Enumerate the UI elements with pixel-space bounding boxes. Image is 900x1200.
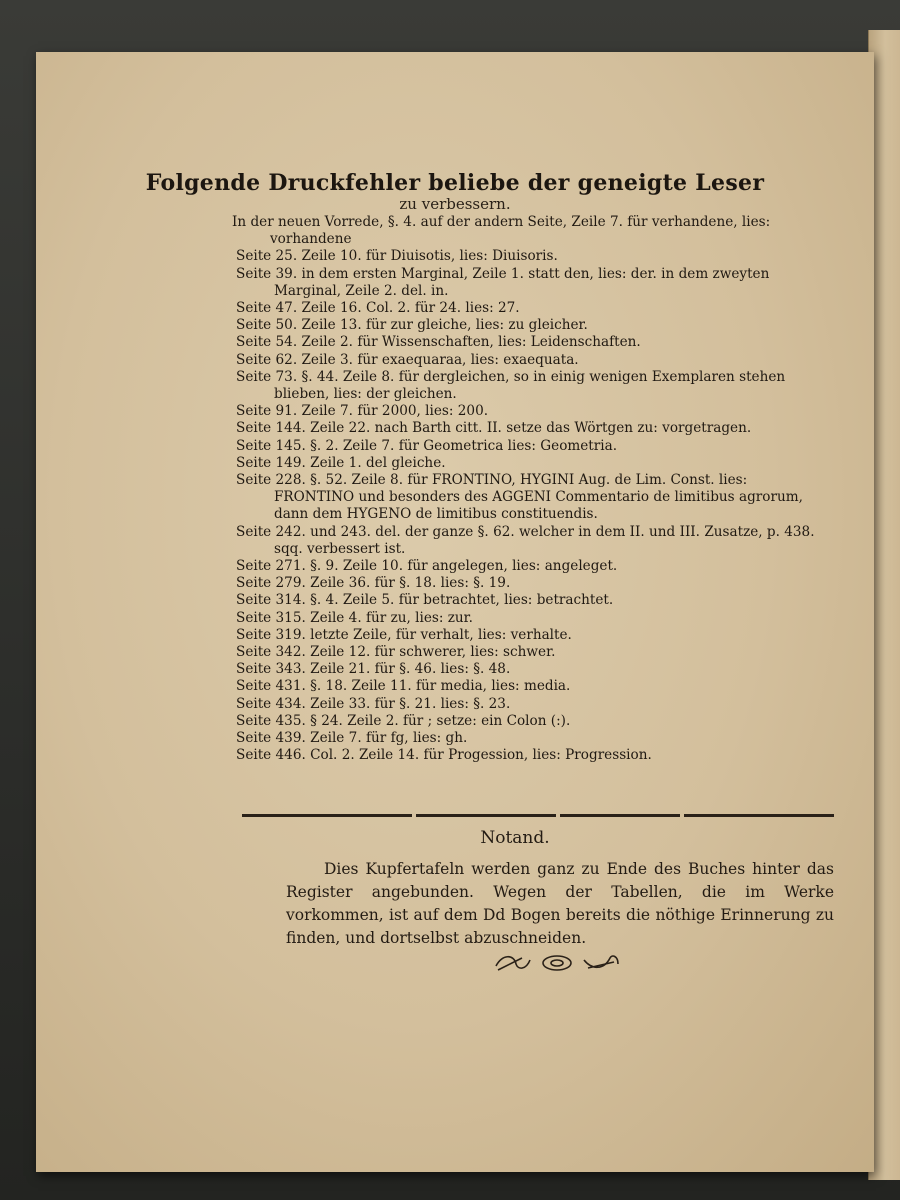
errata-entry: Seite 39. in dem ersten Marginal, Zeile 1. statt den, lies: der. in dem zweyten Marginal, Zeile 2. del. in. — [236, 265, 770, 299]
divider-segment — [416, 814, 556, 817]
errata-list — [232, 214, 826, 765]
errata-entry: Seite 73. §. 44. Zeile 8. für dergleichen, so in einig wenigen Exemplaren stehen blieben, lies: der gleichen. — [236, 368, 786, 403]
errata-entry: Seite 228. §. 52. Zeile 8. für FRONTINO, HYGINI Aug. de Lim. Const. lies: FRONTINO und besonders des AGGENI Commentario de limitibus agrorum, dann dem HYGENO de limitibus constituendis. — [236, 472, 803, 523]
notand-paragraph — [286, 858, 834, 950]
errata-entry: Seite 439. Zeile 7. für fg, lies: gh. — [236, 730, 468, 747]
errata-subtitle: zu verbessern. — [399, 195, 511, 213]
errata-entry: In der neuen Vorrede, §. 4. auf der andern Seite, Zeile 7. für verhandene, lies: vorhandene — [232, 214, 771, 248]
section-divider-rule — [242, 813, 834, 817]
errata-title: Folgende Druckfehler beliebe der geneigte Leser — [145, 170, 765, 196]
book-page — [36, 52, 874, 1172]
errata-entry: Seite 342. Zeile 12. für schwerer, lies: schwer. — [236, 644, 556, 661]
errata-entry: Seite 315. Zeile 4. für zu, lies: zur. — [236, 609, 473, 626]
errata-entry: Seite 145. §. 2. Zeile 7. für Geometrica lies: Geometria. — [236, 437, 618, 454]
errata-entry: Seite 144. Zeile 22. nach Barth citt. II. setze das Wörtgen zu: vorgetragen. — [236, 420, 752, 437]
divider-segment — [684, 814, 834, 817]
notand-heading: Notand. — [480, 828, 550, 848]
errata-entry: Seite 242. und 243. del. der ganze §. 62. welcher in dem II. und III. Zusatze, p. 438. sqq. verbessert ist. — [236, 523, 815, 557]
errata-entry: Seite 25. Zeile 10. für Diuisotis, lies: Diuisoris. — [236, 248, 558, 265]
divider-segment — [242, 814, 412, 817]
errata-entry: Seite 62. Zeile 3. für exaequaraa, lies: exaequata. — [236, 351, 579, 368]
errata-entry: Seite 279. Zeile 36. für §. 18. lies: §. 19. — [236, 575, 511, 592]
errata-entry: Seite 271. §. 9. Zeile 10. für angelegen, lies: angeleget. — [236, 558, 618, 575]
errata-entry: Seite 91. Zeile 7. für 2000, lies: 200. — [236, 403, 489, 420]
errata-entry: Seite 319. letzte Zeile, für verhalt, lies: verhalte. — [236, 626, 572, 643]
errata-entry: Seite 54. Zeile 2. für Wissenschaften, lies: Leidenschaften. — [236, 334, 641, 351]
errata-entry: Seite 435. § 24. Zeile 2. für ; setze: ein Colon (:). — [236, 712, 571, 729]
notand-body: Dies Kupfertafeln werden ganz zu Ende des Buches hinter das Register angebunden. Wegen der Tabellen, die im Werke vorkommen, ist auf dem Dd Bogen bereits die nöthige Erinnerung zu finden, und dortselbst abzuschneiden. — [286, 860, 834, 947]
errata-entry: Seite 47. Zeile 16. Col. 2. für 24. lies: 27. — [236, 300, 520, 317]
errata-entry: Seite 314. §. 4. Zeile 5. für betrachtet, lies: betrachtet. — [236, 592, 614, 609]
page-content — [36, 52, 874, 1172]
errata-entry: Seite 446. Col. 2. Zeile 14. für Progession, lies: Progression. — [236, 747, 652, 764]
errata-entry: Seite 431. §. 18. Zeile 11. für media, lies: media. — [236, 678, 571, 695]
divider-segment — [560, 814, 680, 817]
errata-entry: Seite 50. Zeile 13. für zur gleiche, lies: zu gleicher. — [236, 317, 588, 334]
errata-entry: Seite 434. Zeile 33. für §. 21. lies: §. 23. — [236, 695, 511, 712]
printer-ornament-icon — [492, 952, 622, 974]
errata-entry: Seite 343. Zeile 21. für §. 46. lies: §. 48. — [236, 661, 511, 678]
errata-entry: Seite 149. Zeile 1. del gleiche. — [236, 454, 446, 471]
